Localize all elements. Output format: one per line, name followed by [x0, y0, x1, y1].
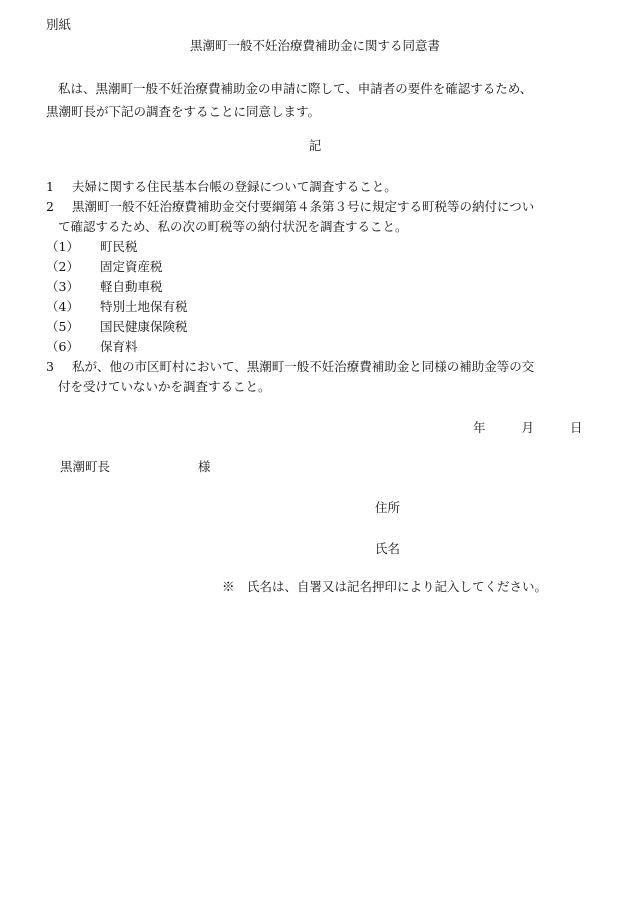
- item-text-line-2: て確認するため、私の次の町税等の納付状況を調査すること。: [58, 219, 408, 234]
- list-item: [46, 357, 591, 397]
- appendix-label: 別紙: [46, 17, 72, 32]
- tax-item: [46, 237, 138, 257]
- list-item: [46, 177, 591, 197]
- item-text-line-2: 付を受けていないかを調査すること。: [58, 379, 271, 394]
- address-label: 住所: [375, 500, 401, 515]
- consent-statement: [46, 77, 586, 123]
- item-number: 3: [46, 359, 54, 374]
- consent-statement-line-2: 黒潮町長が下記の調査をすることに同意します。: [46, 104, 321, 119]
- tax-item: [46, 257, 163, 277]
- tax-item-number: （4）: [46, 299, 79, 314]
- tax-item-label: 保育料: [100, 339, 138, 354]
- date-line: [473, 422, 582, 435]
- tax-item-number: （6）: [46, 339, 79, 354]
- tax-item: [46, 297, 188, 317]
- tax-item-number: （1）: [46, 239, 79, 254]
- addressee-honorific: 様: [198, 459, 211, 474]
- tax-item-label: 固定資産税: [100, 259, 163, 274]
- tax-item-label: 国民健康保険税: [100, 319, 188, 334]
- item-text-line-1: 私が、他の市区町村において、黒潮町一般不妊治療費補助金と同様の補助金等の交: [72, 359, 535, 374]
- tax-item-label: 特別土地保有税: [100, 299, 188, 314]
- item-number: 1: [46, 179, 54, 194]
- tax-item-number: （5）: [46, 319, 79, 334]
- tax-item: [46, 337, 138, 357]
- tax-item: [46, 317, 188, 337]
- month-label: 月: [521, 420, 534, 435]
- tax-item: [46, 277, 163, 297]
- document-title: 黒潮町一般不妊治療費補助金に関する同意書: [189, 38, 440, 53]
- tax-item-label: 軽自動車税: [100, 279, 163, 294]
- year-label: 年: [473, 420, 486, 435]
- list-item: [46, 197, 591, 237]
- day-label: 日: [569, 420, 583, 435]
- tax-item-number: （3）: [46, 279, 79, 294]
- addressee: [60, 459, 211, 474]
- consent-statement-line-1: 私は、黒潮町一般不妊治療費補助金の申請に際して、申請者の要件を確認するため、: [58, 81, 533, 96]
- ki-heading: 記: [308, 138, 322, 153]
- tax-item-label: 町民税: [100, 239, 138, 254]
- name-label: 氏名: [375, 541, 401, 556]
- signature-note: ※ 氏名は、自署又は記名押印により記入してください。: [222, 579, 548, 594]
- tax-item-number: （2）: [46, 259, 79, 274]
- item-number: 2: [46, 199, 54, 214]
- item-text-line-1: 黒潮町一般不妊治療費補助金交付要綱第４条第３号に規定する町税等の納付につい: [72, 199, 535, 214]
- addressee-name: 黒潮町長: [60, 459, 111, 474]
- item-text-line-1: 夫婦に関する住民基本台帳の登録について調査すること。: [72, 179, 397, 194]
